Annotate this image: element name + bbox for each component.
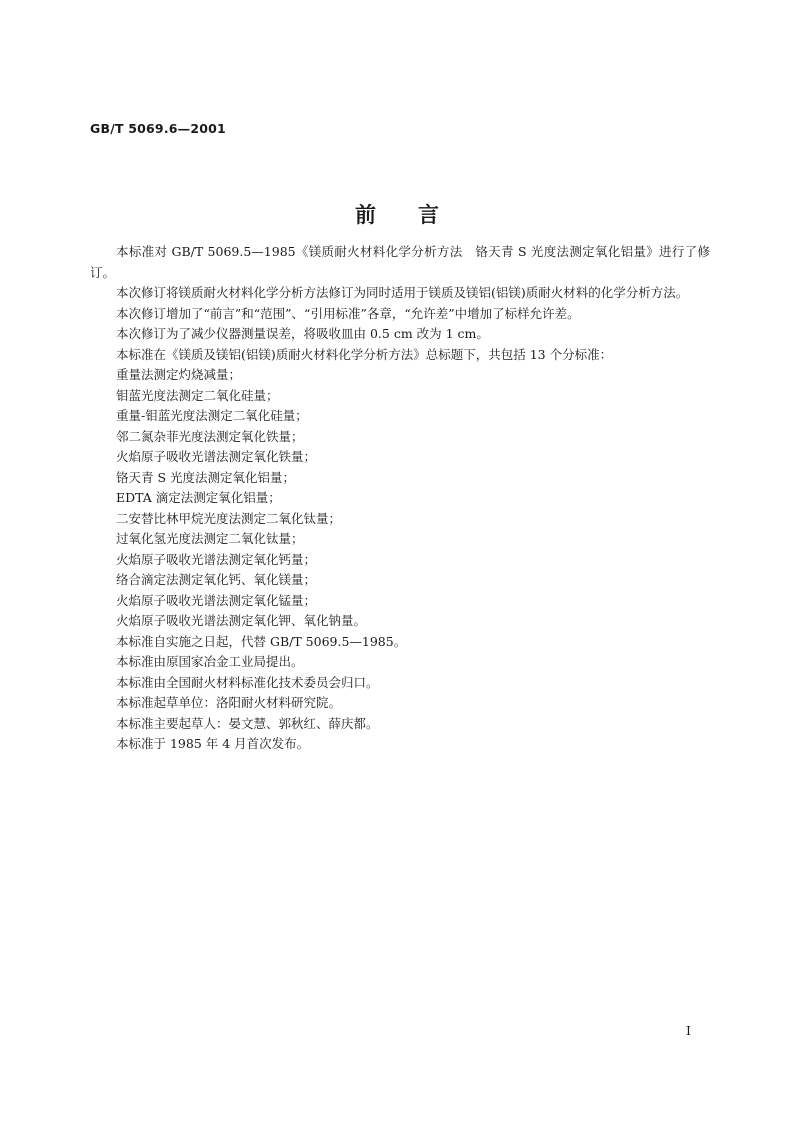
list-item: 火焰原子吸收光谱法测定氧化钙量； [116,551,317,567]
list-item: 火焰原子吸收光谱法测定氧化铁量； [116,449,317,464]
list-item: 火焰原子吸收光谱法测定氧化锰量； [116,592,317,608]
paragraph: 本标准由全国耐火材料标准化技术委员会归口。 [116,674,379,690]
page-title: 前言 [355,203,481,227]
list-item: 二安替比林甲烷光度法测定二氧化钛量； [116,510,342,526]
paragraph: 本标准在《镁质及镁铝(铝镁)质耐火材料化学分析方法》总标题下，共包括 13 个分标准： [116,346,613,362]
paragraph: 本次修订增加了“前言”和“范围”、“引用标准”各章，“允许差”中增加了标样允许差。 [116,305,580,321]
paragraph: 本标准于 1985 年 4 月首次发布。 [116,736,310,751]
list-item: EDTA 滴定法测定氧化铝量； [116,490,281,505]
paragraph: 本标准对 GB/T 5069.5—1985《镁质耐火材料化学分析方法 铬天青 S 光度法测定氧化铝量》进行了修订。 [90,244,710,280]
list-item: 重量法测定灼烧减量； [116,367,242,382]
paragraph: 本标准起草单位：洛阳耐火材料研究院。 [116,695,342,710]
page-number: I [686,1023,691,1038]
list-item: 铬天青 S 光度法测定氧化铝量； [116,469,296,485]
standard-number: GB/T 5069.6—2001 [90,121,226,136]
paragraph: 本标准主要起草人：晏文慧、郭秋红、薛庆都。 [116,715,379,731]
document-body [90,242,710,755]
list-item: 络合滴定法测定氧化钙、氧化镁量； [116,572,317,587]
paragraph: 本标准自实施之日起，代替 GB/T 5069.5—1985。 [116,633,407,649]
list-item: 邻二氮杂菲光度法测定氧化铁量； [116,428,304,444]
list-item: 火焰原子吸收光谱法测定氧化钾、氧化钠量。 [116,613,367,628]
list-item: 重量-钼蓝光度法测定二氧化硅量； [116,408,308,423]
sub-standard-list [90,365,710,632]
list-item: 钼蓝光度法测定二氧化硅量； [116,387,279,403]
paragraph: 本标准由原国家冶金工业局提出。 [116,654,304,669]
paragraph: 本次修订为了减少仪器测量误差，将吸收皿由 0.5 cm 改为 1 cm。 [116,326,489,341]
list-item: 过氧化氢光度法测定二氧化钛量； [116,531,304,546]
paragraph: 本次修订将镁质耐火材料化学分析方法修订为同时适用于镁质及镁铝(铝镁)质耐火材料的化学分析方法。 [116,285,689,300]
